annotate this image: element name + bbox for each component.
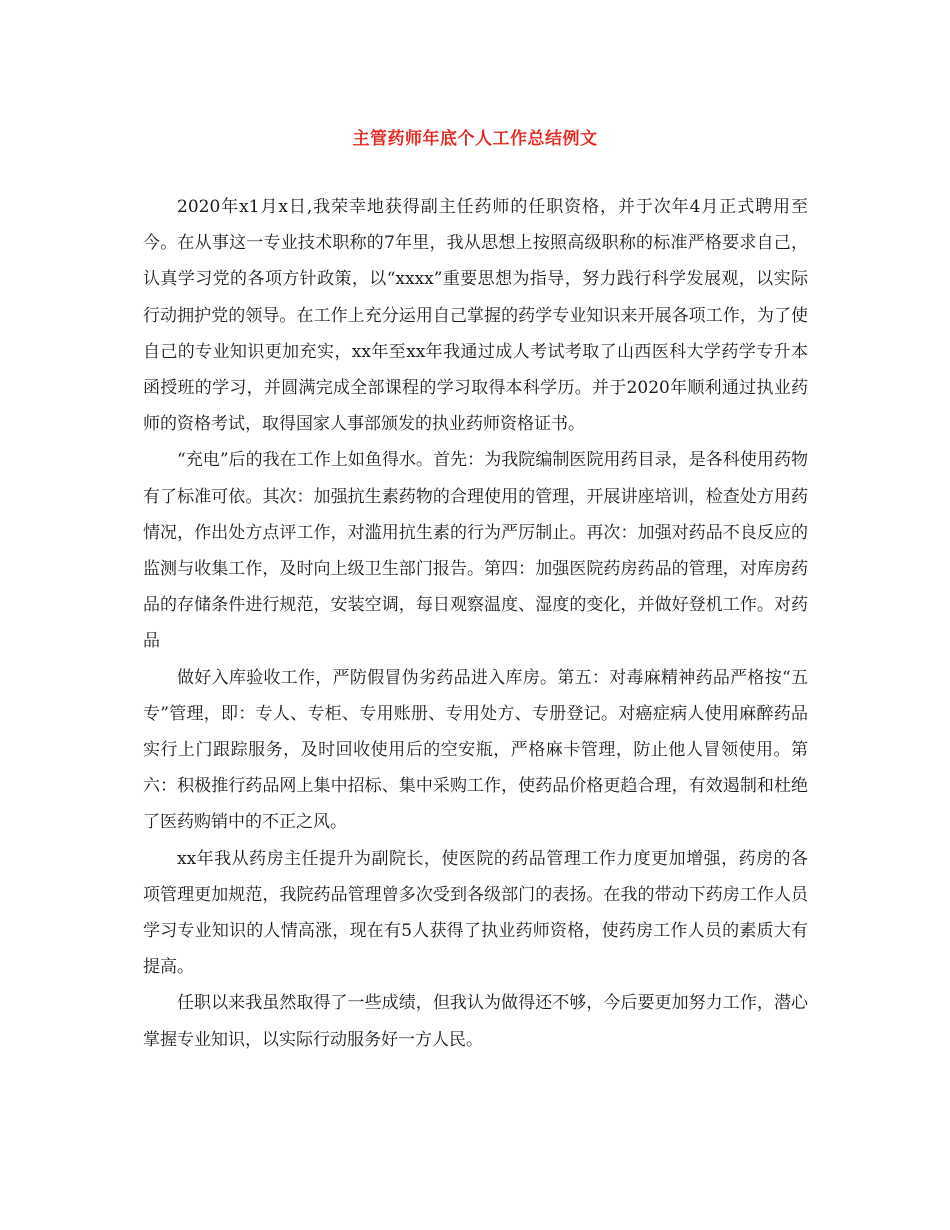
document-body (143, 189, 808, 1058)
document-title: 主管药师年底个人工作总结例文 (352, 129, 598, 149)
paragraph: 做好入库验收工作，严防假冒伪劣药品进入库房。第五：对毒麻精神药品严格按“五专”管理，即：专人、专柜、专用账册、专用处方、专册登记。对癌症病人使用麻醉药品实行上门跟踪服务，及时回收使用后的空安瓶，严格麻卡管理，防止他人冒领使用。第六：积极推行药品网上集中招标、集中采购工作，使药品价格更趋合理，有效遏制和杜绝了医药购销中的不正之风。 (143, 667, 808, 833)
paragraph: xx年我从药房主任提升为副院长，使医院的药品管理工作力度更加增强，药房的各项管理更加规范，我院药品管理曾多次受到各级部门的表扬。在我的带动下药房工作人员学习专业知识的人情高涨，现在有5人获得了执业药师资格，使药房工作人员的素质大有提高。 (143, 848, 808, 978)
paragraph: 任职以来我虽然取得了一些成绩，但我认为做得还不够，今后要更加努力工作，潜心掌握专业知识，以实际行动服务好一方人民。 (143, 993, 808, 1050)
paragraph: “充电”后的我在工作上如鱼得水。首先：为我院编制医院用药目录，是各科使用药物有了标准可依。其次：加强抗生素药物的合理使用的管理，开展讲座培训，检查处方用药情况，作出处方点评工作，对滥用抗生素的行为严厉制止。再次：加强对药品不良反应的监测与收集工作，及时向上级卫生部门报告。第四：加强医院药房药品的管理，对库房药品的存储条件进行规范，安装空调，每日观察温度、湿度的变化，并做好登机工作。对药品 (143, 450, 808, 652)
paragraph: 2020年x1月x日,我荣幸地获得副主任药师的任职资格，并于次年4月正式聘用至今。在从事这一专业技术职称的7年里，我从思想上按照高级职称的标准严格要求自己，认真学习党的各项方针政策，以“xxxx”重要思想为指导，努力践行科学发展观，以实际行动拥护党的领导。在工作上充分运用自己掌握的药学专业知识来开展各项工作，为了使自己的专业知识更加充实，xx年至xx年我通过成人考试考取了山西医科大学药学专升本函授班的学习，并圆满完成全部课程的学习取得本科学历。并于2020年顺利通过执业药师的资格考试，取得国家人事部颁发的执业药师资格证书。 (143, 197, 808, 435)
